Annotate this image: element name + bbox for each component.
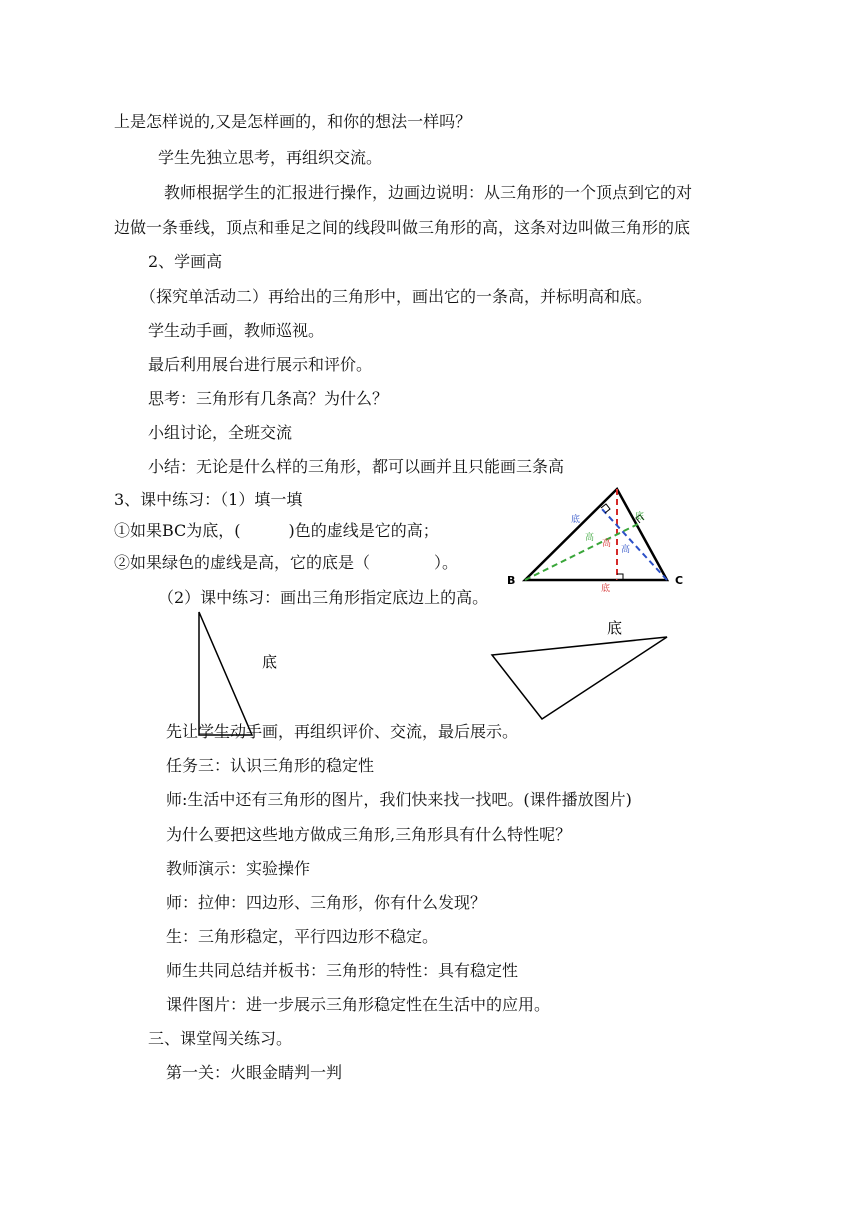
base-label: 底 [607,619,623,637]
paragraph-text: 学生先独立思考，再组织交流。 [158,148,383,167]
base-label-blue: 底 [571,515,581,525]
paragraph-text: 为什么要把这些地方做成三角形,三角形具有什么特性呢？ [166,825,572,844]
vertex-b-label: B [507,574,516,587]
base-label: 底 [262,653,278,671]
paragraph-text: 思考：三角形有几条高？为什么？ [148,389,389,408]
paragraph-text: 边做一条垂线，顶点和垂足之间的线段叫做三角形的高，这条对边叫做三角形的底 [114,218,691,237]
paragraph-text: 第一关：火眼金睛判一判 [166,1063,343,1082]
base-label-green: 底 [635,512,645,522]
paragraph-text: 上是怎样说的,又是怎样画的，和你的想法一样吗？ [114,112,472,131]
task-heading: 任务三：认识三角形的稳定性 [166,756,375,775]
paragraph-text: 教师演示：实验操作 [166,859,311,878]
height-label-red: 高 [602,539,612,549]
paragraph-text: 先让学生动手画，再组织评价、交流，最后展示。 [166,722,519,741]
paragraph-text: 师:生活中还有三角形的图片，我们快来找一找吧。(课件播放图片) [166,790,632,809]
paragraph-text: 生：三角形稳定，平行四边形不稳定。 [166,927,439,946]
paragraph-text: 小组讨论，全班交流 [148,423,293,442]
paragraph-text: 师：拉伸：四边形、三角形，你有什么发现？ [166,893,487,912]
base-label-red: 底 [601,584,611,594]
paragraph-text: （2）课中练习：画出三角形指定底边上的高。 [158,588,489,607]
paragraph-text: 教师根据学生的汇报进行操作，边画边说明：从三角形的一个顶点到它的对 [164,183,693,202]
section-heading: 三、课堂闯关练习。 [148,1029,293,1048]
paragraph-text: 小结：无论是什么样的三角形，都可以画并且只能画三条高 [148,457,565,476]
obtuse-triangle-exercise [485,615,675,725]
question-text: ①如果BC为底，( )色的虚线是它的高； [114,521,439,540]
paragraph-text: 课件图片：进一步展示三角形稳定性在生活中的应用。 [166,995,551,1014]
right-triangle-outline [199,612,252,735]
vertex-c-label: C [675,574,684,587]
paragraph-text: （探究单活动二）再给出的三角形中，画出它的一条高，并标明高和底。 [140,287,653,306]
obtuse-triangle-outline [492,637,667,719]
height-label-blue: 高 [621,545,631,555]
right-triangle-exercise [190,605,300,740]
paragraph-text: 师生共同总结并板书：三角形的特性：具有稳定性 [166,961,519,980]
paragraph-text: 学生动手画，教师巡视。 [148,321,325,340]
section-heading: 2、学画高 [148,252,223,271]
triangle-heights-figure [505,482,700,594]
question-text: ②如果绿色的虚线是高，它的底是（ ）。 [114,553,459,572]
triangle-abc-outline [525,489,667,580]
height-label-green: 高 [585,533,595,543]
section-heading: 3、课中练习：（1）填一填 [114,490,303,509]
paragraph-text: 最后利用展台进行展示和评价。 [148,355,373,374]
